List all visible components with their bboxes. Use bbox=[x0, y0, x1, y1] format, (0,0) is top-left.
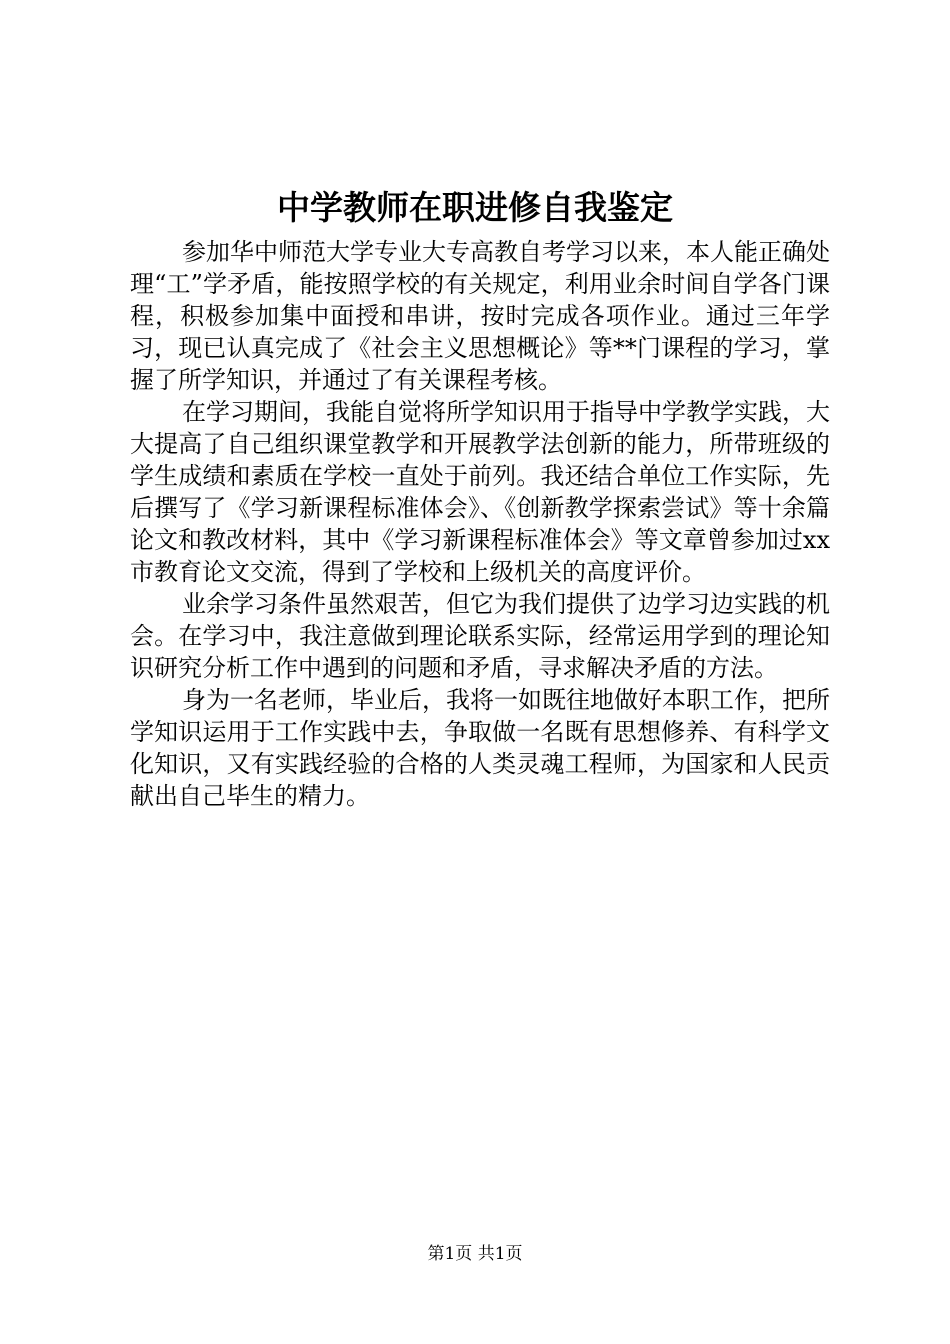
paragraph-2: 在学习期间，我能自觉将所学知识用于指导中学教学实践，大大提高了自己组织课堂教学和开展教学法创新的能力，所带班级的学生成绩和素质在学校一直处于前列。我还结合单位工作实际，先后撰写了《学习新课程标准体会》、《创新教学探索尝试》等十余篇论文和教改材料，其中《学习新课程标准体会》等文章曾参加过xx市教育论文交流，得到了学校和上级机关的高度评价。 bbox=[130, 398, 830, 586]
paragraph-1: 参加华中师范大学专业大专高教自考学习以来，本人能正确处理“工”学矛盾，能按照学校的有关规定，利用业余时间自学各门课程，积极参加集中面授和串讲，按时完成各项作业。通过三年学习，现已认真完成了《社会主义思想概论》等**门课程的学习，掌握了所学知识，并通过了有关课程考核。 bbox=[130, 238, 830, 394]
page-footer: 第1页 共1页 bbox=[427, 1244, 523, 1264]
page-title: 中学教师在职进修自我鉴定 bbox=[277, 188, 673, 227]
paragraph-3: 业余学习条件虽然艰苦，但它为我们提供了边学习边实践的机会。在学习中，我注意做到理论联系实际，经常运用学到的理论知识研究分析工作中遇到的问题和矛盾，寻求解决矛盾的方法。 bbox=[130, 590, 830, 682]
paragraph-4: 身为一名老师，毕业后，我将一如既往地做好本职工作，把所学知识运用于工作实践中去，争取做一名既有思想修养、有科学文化知识，又有实践经验的合格的人类灵魂工程师，为国家和人民贡献出自己毕生的精力。 bbox=[130, 686, 830, 810]
document-body bbox=[130, 236, 830, 812]
